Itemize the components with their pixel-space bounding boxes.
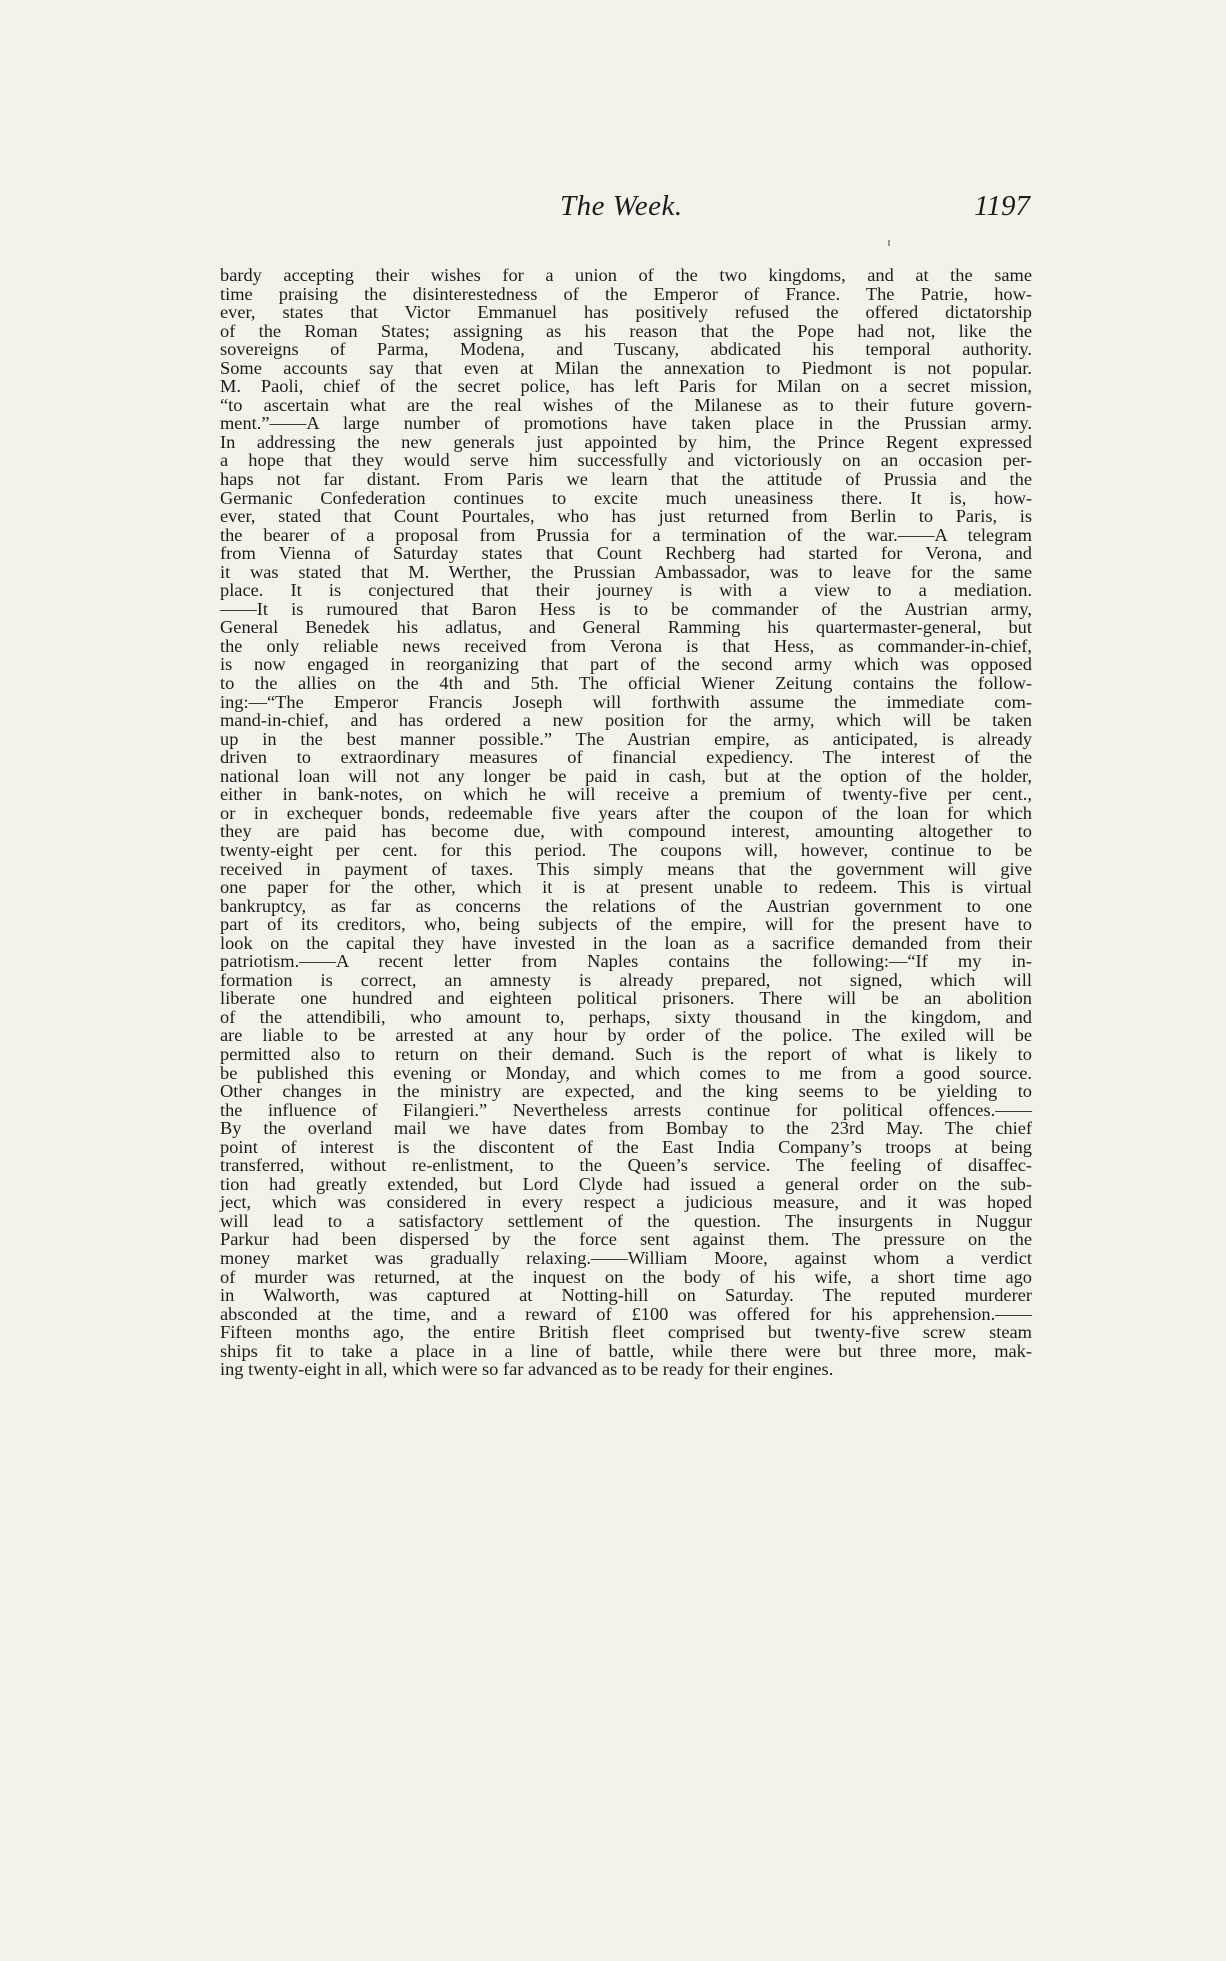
text-line: a hope that they would serve him successfully and victoriously on an occasion per- <box>220 450 1032 471</box>
page-number: 1197 <box>974 190 1030 222</box>
text-line: received in payment of taxes. This simply means that the government will give <box>220 858 1032 879</box>
text-line: absconded at the time, and a reward of £100 was offered for his apprehension.—— <box>220 1303 1032 1324</box>
text-line: money market was gradually relaxing.——William Moore, against whom a verdict <box>220 1247 1032 1268</box>
text-line: mand-in-chief, and has ordered a new position for the army, which will be taken <box>220 710 1032 731</box>
text-line: Germanic Confederation continues to excite much uneasiness there. It is, how- <box>220 487 1032 508</box>
text-line: patriotism.——A recent letter from Naples contains the following:—“If my in- <box>220 951 1032 972</box>
text-line: ever, states that Victor Emmanuel has positively refused the offered dictatorship <box>220 302 1032 323</box>
text-line: Some accounts say that even at Milan the annexation to Piedmont is not popular. <box>220 357 1032 378</box>
text-line: to the allies on the 4th and 5th. The official Wiener Zeitung contains the follow- <box>220 673 1032 694</box>
text-line: of murder was returned, at the inquest on the body of his wife, a short time ago <box>220 1266 1032 1287</box>
text-line: General Benedek his adlatus, and General Ramming his quartermaster-general, but <box>220 617 1032 638</box>
text-line: In addressing the new generals just appointed by him, the Prince Regent expressed <box>220 431 1032 452</box>
text-line: national loan will not any longer be paid in cash, but at the option of the holder, <box>220 765 1032 786</box>
text-line: time praising the disinterestedness of the Emperor of France. The Patrie, how- <box>220 283 1032 304</box>
text-line: one paper for the other, which it is at present unable to redeem. This is virtual <box>220 877 1032 898</box>
text-line: the bearer of a proposal from Prussia for a termination of the war.——A telegram <box>220 524 1032 545</box>
text-line: tion had greatly extended, but Lord Clyde had issued a general order on the sub- <box>220 1173 1032 1194</box>
text-line: be published this evening or Monday, and which comes to me from a good source. <box>220 1062 1032 1083</box>
text-line: point of interest is the discontent of the East India Company’s troops at being <box>220 1136 1032 1157</box>
text-line: driven to extraordinary measures of financial expediency. The interest of the <box>220 747 1032 768</box>
text-line: ing twenty-eight in all, which were so far advanced as to be ready for their engines. <box>220 1359 834 1380</box>
text-line: of the Roman States; assigning as his reason that the Pope had not, like the <box>220 320 1032 341</box>
article-body <box>220 266 1032 1379</box>
text-line: from Vienna of Saturday states that Count Rechberg had started for Verona, and <box>220 543 1032 564</box>
text-line: of the attendibili, who amount to, perhaps, sixty thousand in the kingdom, and <box>220 1006 1032 1027</box>
text-line: the only reliable news received from Verona is that Hess, as commander-in-chief, <box>220 635 1032 656</box>
text-line: permitted also to return on their demand. Such is the report of what is likely to <box>220 1043 1032 1064</box>
text-line: or in exchequer bonds, redeemable five years after the coupon of the loan for which <box>220 802 1032 823</box>
text-line: are liable to be arrested at any hour by order of the police. The exiled will be <box>220 1025 1032 1046</box>
text-line: liberate one hundred and eighteen political prisoners. There will be an abolition <box>220 988 1032 1009</box>
text-line: M. Paoli, chief of the secret police, has left Paris for Milan on a secret mission, <box>220 376 1032 397</box>
text-line: Other changes in the ministry are expected, and the king seems to be yielding to <box>220 1081 1032 1102</box>
text-line: “to ascertain what are the real wishes of the Milanese as to their future govern- <box>220 394 1032 415</box>
text-line: By the overland mail we have dates from Bombay to the 23rd May. The chief <box>220 1118 1032 1139</box>
text-line: transferred, without re-enlistment, to the Queen’s service. The feeling of disaffec- <box>220 1155 1032 1176</box>
text-line: bankruptcy, as far as concerns the relations of the Austrian government to one <box>220 895 1032 916</box>
text-line: Parkur had been dispersed by the force sent against them. The pressure on the <box>220 1229 1032 1250</box>
text-line: twenty-eight per cent. for this period. The coupons will, however, continue to be <box>220 839 1032 860</box>
text-line: either in bank-notes, on which he will receive a premium of twenty-five per cent., <box>220 784 1032 805</box>
text-line: ever, stated that Count Pourtales, who has just returned from Berlin to Paris, is <box>220 506 1032 527</box>
text-line: it was stated that M. Werther, the Prussian Ambassador, was to leave for the same <box>220 561 1032 582</box>
text-line: ment.”——A large number of promotions have taken place in the Prussian army. <box>220 413 1032 434</box>
text-line: ject, which was considered in every respect a judicious measure, and it was hoped <box>220 1192 1032 1213</box>
text-line: formation is correct, an amnesty is already prepared, not signed, which will <box>220 969 1032 990</box>
text-line: ing:—“The Emperor Francis Joseph will forthwith assume the immediate com- <box>220 691 1032 712</box>
text-line: ——It is rumoured that Baron Hess is to be commander of the Austrian army, <box>220 598 1032 619</box>
text-line: haps not far distant. From Paris we learn that the attitude of Prussia and the <box>220 469 1032 490</box>
text-line: up in the best manner possible.” The Austrian empire, as anticipated, is already <box>220 728 1032 749</box>
running-title: The Week. <box>560 190 683 222</box>
text-line: Fifteen months ago, the entire British fleet comprised but twenty-five screw steam <box>220 1322 1032 1343</box>
text-line: place. It is conjectured that their journey is with a view to a mediation. <box>220 580 1032 601</box>
text-line: sovereigns of Parma, Modena, and Tuscany, abdicated his temporal authority. <box>220 339 1032 360</box>
text-line: ships fit to take a place in a line of battle, while there were but three more, mak- <box>220 1340 1032 1361</box>
text-line: look on the capital they have invested in the loan as a sacrifice demanded from their <box>220 932 1032 953</box>
text-line: in Walworth, was captured at Notting-hill on Saturday. The reputed murderer <box>220 1285 1032 1306</box>
text-line: part of its creditors, who, being subjects of the empire, will for the present have to <box>220 914 1032 935</box>
text-line: they are paid has become due, with compound interest, amounting altogether to <box>220 821 1032 842</box>
text-line: the influence of Filangieri.” Nevertheless arrests continue for political offences.—— <box>220 1099 1032 1120</box>
page-header <box>210 190 1030 240</box>
text-line: will lead to a satisfactory settlement of the question. The insurgents in Nuggur <box>220 1210 1032 1231</box>
text-line: bardy accepting their wishes for a union of the two kingdoms, and at the same <box>220 265 1032 285</box>
print-mark <box>888 240 890 246</box>
text-line: is now engaged in reorganizing that part of the second army which was opposed <box>220 654 1032 675</box>
